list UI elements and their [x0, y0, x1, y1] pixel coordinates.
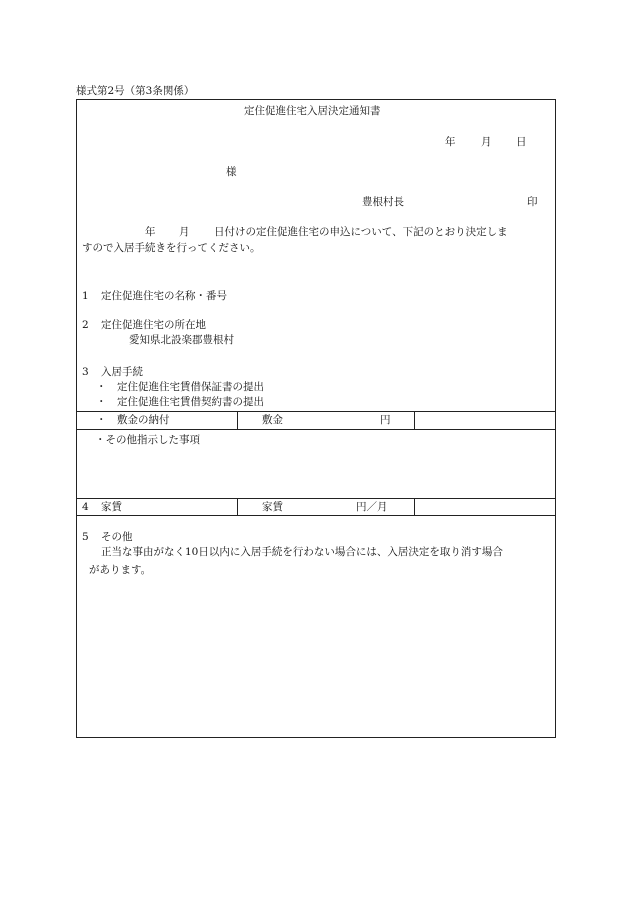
other-instructions: ・その他指示した事項	[95, 434, 200, 446]
section-5-label: その他	[101, 531, 133, 543]
section-5-number: 5	[82, 531, 89, 543]
section-1-number: 1	[82, 290, 89, 302]
seal-mark: 印	[527, 196, 538, 208]
intro-line-2: すので入居手続きを行ってください。	[82, 242, 261, 254]
date-year: 年	[445, 136, 456, 148]
date-month: 月	[481, 136, 492, 148]
divider-rent-bottom	[76, 515, 556, 516]
section-3-bullet-contract: ・ 定住促進住宅賃借契約書の提出	[96, 396, 264, 408]
section-1-label: 定住促進住宅の名称・番号	[101, 290, 227, 302]
section-3-bullet-guarantee: ・ 定住促進住宅賃借保証書の提出	[96, 381, 264, 393]
divider-deposit-bottom	[76, 429, 556, 430]
section-5-line-1: 正当な事由がなく10日以内に入居手続を行わない場合には、入居決定を取り消す場合	[101, 546, 503, 558]
section-4-label: 家賃	[101, 501, 122, 513]
deposit-unit: 円	[380, 414, 391, 426]
section-3-label: 入居手続	[101, 366, 143, 378]
deposit-field: 敷金	[262, 414, 283, 426]
rent-field: 家賃	[262, 501, 283, 513]
divider-deposit-top	[76, 411, 556, 412]
section-4-number: 4	[82, 501, 89, 513]
divider-rent-top	[76, 498, 556, 499]
section-3-number: 3	[82, 366, 89, 378]
intro-year: 年	[145, 226, 156, 238]
deposit-col-divider-1	[237, 411, 238, 429]
intro-line-1: 日付けの定住促進住宅の申込について、下記のとおり決定しま	[214, 226, 508, 238]
section-2-label: 定住促進住宅の所在地	[101, 319, 206, 331]
document-title: 定住促進住宅入居決定通知書	[244, 105, 381, 117]
rent-col-divider-1	[237, 498, 238, 515]
issuer-name: 豊根村長	[362, 196, 404, 208]
form-number: 様式第2号（第3条関係）	[76, 85, 195, 97]
date-day: 日	[516, 136, 527, 148]
rent-unit: 円／月	[356, 501, 388, 513]
deposit-col-divider-2	[414, 411, 415, 429]
deposit-label: ・ 敷金の納付	[96, 414, 170, 426]
section-5-line-2: があります。	[89, 564, 152, 576]
section-2-number: 2	[82, 319, 89, 331]
intro-month: 月	[179, 226, 190, 238]
section-2-address: 愛知県北設楽郡豊根村	[129, 334, 234, 346]
rent-col-divider-2	[414, 498, 415, 515]
addressee-suffix: 様	[226, 166, 237, 178]
